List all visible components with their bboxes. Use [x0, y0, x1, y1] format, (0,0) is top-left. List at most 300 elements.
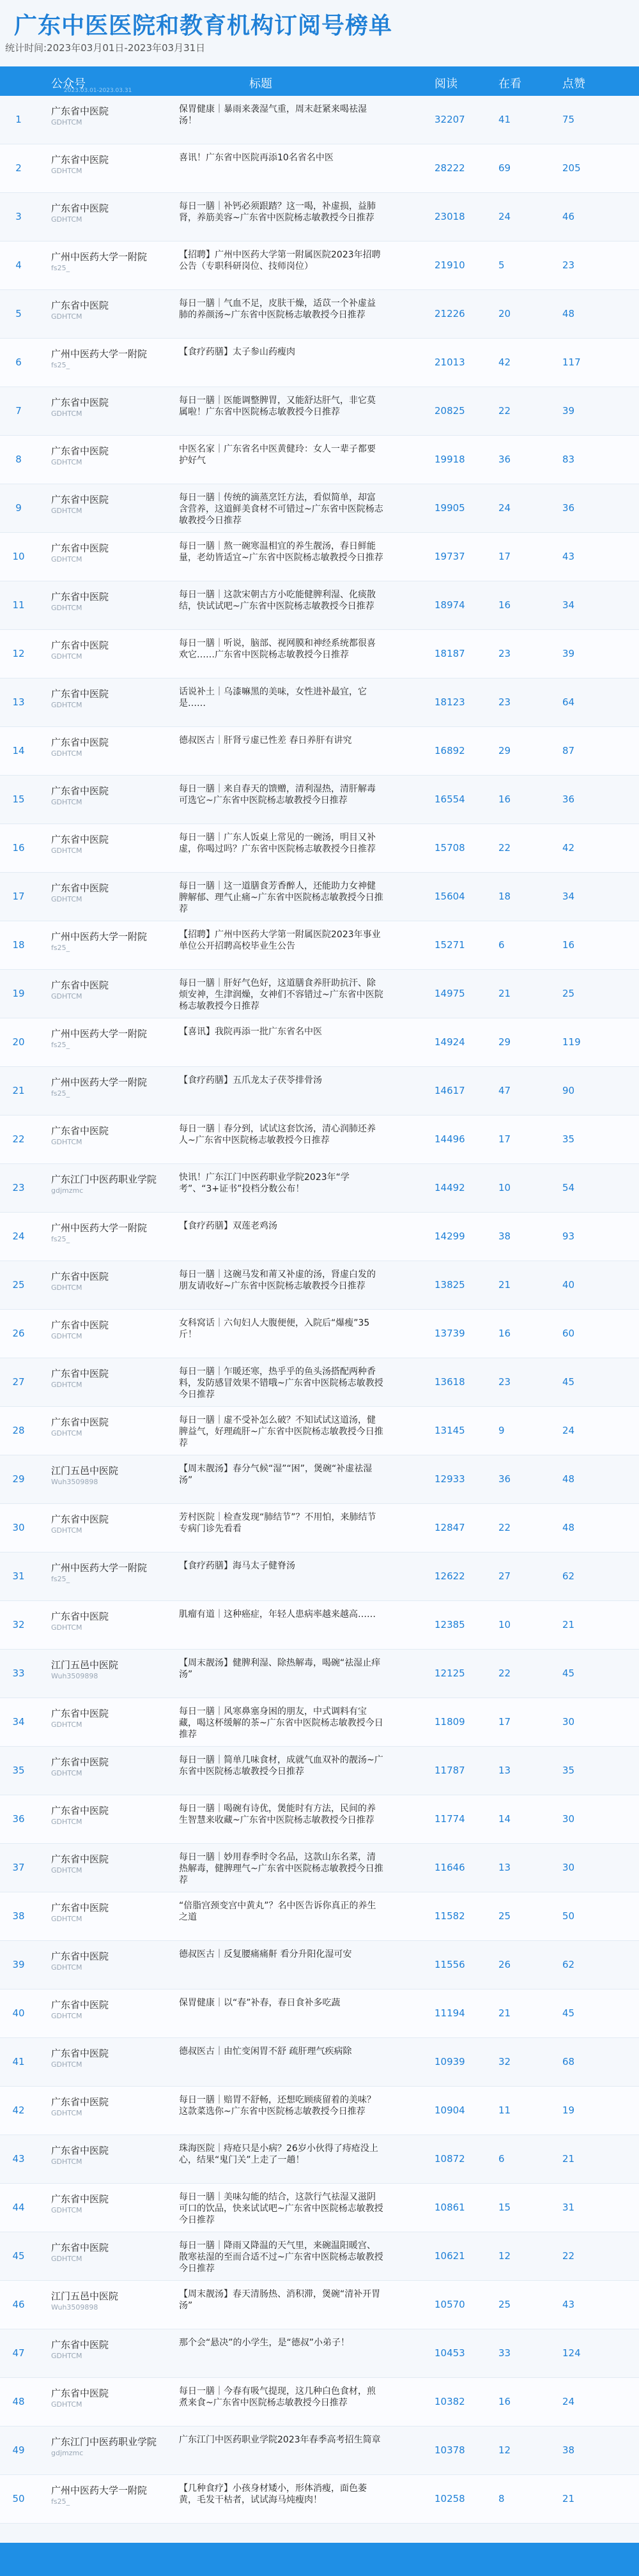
read-count: 32207 [435, 114, 465, 125]
table-row[interactable] [0, 533, 639, 581]
account-id: GDHTCM [51, 2109, 82, 2117]
table-row[interactable] [0, 630, 639, 678]
looking-count: 27 [498, 1570, 511, 1582]
article-title[interactable]: 每日一膳｜今春有吸气提现，这几种白色食材，煎煮来食~广东省中医院杨志敏教授今日推荐 [179, 2386, 376, 2408]
article-title[interactable]: 肌瘤有道｜这种癌症，年轻人患病率越来越高…… [179, 1609, 376, 1620]
rank-number: 40 [12, 2007, 25, 2019]
account-name: 广东省中医院 [51, 2048, 109, 2059]
account-name: 广州中医药大学一附院 [51, 931, 148, 942]
article-title[interactable]: 【招聘】广州中医药大学第一附属医院2023年招聘公告（专职科研岗位、技师岗位） [179, 250, 381, 272]
read-count: 12622 [435, 1570, 465, 1582]
table-row[interactable] [0, 1650, 639, 1698]
account-id: GDHTCM [51, 992, 82, 1000]
like-count: 119 [562, 1036, 581, 1048]
account-cell [51, 542, 179, 565]
article-title[interactable]: 【食疗药膳】海马太子健脊汤 [179, 1561, 295, 1571]
account-id: fs25_ [51, 264, 70, 272]
table-row[interactable] [0, 727, 639, 776]
article-title[interactable]: 每日一膳｜医能调整脾胃，又能舒达肝气，非它莫属啦！广东省中医院杨志敏教授今日推荐 [179, 395, 376, 417]
table-row[interactable] [0, 2135, 639, 2184]
account-name: 广东省中医院 [51, 1756, 109, 1768]
article-title[interactable]: 每日一膳｜喝碗有诗优，煲能时有方法，民间的养生智慧来收藏~广东省中医院杨志敏教授今日推荐 [179, 1804, 376, 1825]
account-id: GDHTCM [51, 1138, 82, 1146]
account-name: 广东省中医院 [51, 979, 109, 991]
looking-count: 14 [498, 1813, 511, 1825]
account-id: GDHTCM [51, 312, 82, 321]
rank-number: 21 [12, 1085, 25, 1096]
account-id: fs25_ [51, 1041, 70, 1049]
looking-count: 21 [498, 1279, 511, 1291]
read-count: 21910 [435, 259, 465, 271]
article-title[interactable]: 每日一膳｜降雨又降温的天气里，来碗温阳暖宫、散寒祛湿的至而合适不过~广东省中医院杨志敏教授今日推荐 [179, 2241, 383, 2274]
read-count: 10570 [435, 2299, 465, 2310]
account-id: fs25_ [51, 1575, 70, 1583]
account-name: 广州中医药大学一附院 [51, 1222, 148, 1234]
account-id: GDHTCM [51, 2158, 82, 2166]
like-count: 48 [562, 1522, 575, 1533]
table-row[interactable] [0, 387, 639, 436]
looking-count: 11 [498, 2104, 511, 2116]
looking-count: 32 [498, 2056, 511, 2067]
like-count: 87 [562, 745, 575, 756]
table-row[interactable] [0, 2475, 639, 2524]
account-cell [51, 1561, 179, 1584]
looking-count: 16 [498, 599, 511, 611]
header-likes: 点赞 [562, 77, 585, 91]
account-id: GDHTCM [51, 1429, 82, 1438]
article-title[interactable]: 话说补土｜乌漆嘛黑的美味，女性进补最宜，它是…… [179, 687, 367, 709]
table-row[interactable] [0, 873, 639, 921]
account-name: 广东省中医院 [51, 2339, 109, 2350]
table-row[interactable] [0, 1747, 639, 1795]
article-title[interactable]: 德叔医古｜反复腰痛痛鼾 看分升阳化湿可安 [179, 1949, 352, 1959]
table-row[interactable] [0, 2426, 639, 2475]
looking-count: 6 [498, 2153, 505, 2165]
account-id: GDHTCM [51, 118, 82, 126]
looking-count: 24 [498, 502, 511, 514]
article-title[interactable]: 每日一膳｜赔胃不舒畅，还想吃顾痰留着的美味？这款菜选你~广东省中医院杨志敏教授今日推荐 [179, 2095, 376, 2117]
rank-number: 41 [12, 2056, 25, 2067]
article-title[interactable]: 每日一膳｜肝好气色好，这道膳食养肝助抗汗、除烦安神，生津润燥，女神们不容错过~广东省中医院杨志敏教授今日推荐 [179, 978, 383, 1011]
table-row[interactable] [0, 1504, 639, 1552]
rank-number: 26 [12, 1328, 25, 1339]
looking-count: 33 [498, 2347, 511, 2359]
like-count: 30 [562, 1716, 575, 1728]
article-title[interactable]: 每日一膳｜来自春天的馈赠，清利湿热，清肝解毒可选它~广东省中医院杨志敏教授今日推荐 [179, 784, 376, 806]
account-cell [51, 1124, 179, 1147]
account-name: 广东省中医院 [51, 785, 109, 797]
read-count: 20825 [435, 405, 465, 417]
account-cell [51, 639, 179, 662]
read-count: 11582 [435, 1910, 465, 1922]
article-title[interactable]: 【食疗药膳】五爪龙太子茯苓排骨汤 [179, 1075, 322, 1085]
table-row[interactable] [0, 1164, 639, 1213]
table-row[interactable] [0, 970, 639, 1018]
account-id: fs25_ [51, 1089, 70, 1098]
table-row[interactable] [0, 484, 639, 533]
title-area [0, 0, 639, 38]
read-count: 12933 [435, 1473, 465, 1485]
account-cell [51, 1853, 179, 1876]
looking-count: 5 [498, 259, 505, 271]
rank-number: 28 [12, 1425, 25, 1436]
article-title[interactable]: 那个会“悬决”的小学生，是“德叔”小弟子！ [179, 2338, 350, 2348]
account-cell [51, 1367, 179, 1390]
like-count: 16 [562, 939, 575, 951]
header-looking: 在看 [498, 77, 521, 91]
account-name: 广州中医药大学一附院 [51, 2485, 148, 2496]
article-title[interactable]: 每日一膳｜简单几味食材，成就气血双补的靓汤~广东省中医院杨志敏教授今日推荐 [179, 1755, 383, 1777]
read-count: 12125 [435, 1667, 465, 1679]
account-cell [51, 1610, 179, 1633]
read-count: 10904 [435, 2104, 465, 2116]
article-title[interactable]: 【几种食疗】小孩身材矮小，形体消瘦，面色萎黄，毛发干枯者，试试海马炖瘦肉！ [179, 2483, 367, 2505]
like-count: 45 [562, 1376, 575, 1388]
account-id: GDHTCM [51, 1818, 82, 1826]
table-row[interactable] [0, 436, 639, 484]
account-name: 广东省中医院 [51, 203, 109, 214]
rank-number: 8 [15, 454, 22, 465]
table-row[interactable] [0, 193, 639, 241]
account-name: 广东省中医院 [51, 542, 109, 554]
account-cell [51, 1513, 179, 1536]
looking-count: 29 [498, 1036, 511, 1048]
table-row[interactable] [0, 776, 639, 824]
read-count: 13739 [435, 1328, 465, 1339]
like-count: 36 [562, 793, 575, 805]
table-row[interactable] [0, 2232, 639, 2281]
read-count: 21013 [435, 356, 465, 368]
table-row[interactable] [0, 1892, 639, 1941]
account-name: 江门五邑中医院 [51, 1465, 119, 1476]
like-count: 21 [562, 2153, 575, 2165]
account-id: GDHTCM [51, 2206, 82, 2214]
account-cell [51, 1270, 179, 1293]
account-cell [51, 1804, 179, 1827]
account-cell [51, 2144, 179, 2167]
table-row[interactable] [0, 1601, 639, 1650]
like-count: 60 [562, 1328, 575, 1339]
article-title[interactable]: 喜讯！广东省中医院再添10名省名中医 [179, 153, 334, 163]
article-title[interactable]: 【招聘】广州中医药大学第一附属医院2023年事业单位公开招聘高校毕业生公告 [179, 930, 381, 951]
article-title[interactable]: 每日一膳｜熬一碗寒温相宜的养生靓汤，春日鲜能量，老幼皆适宜~广东省中医院杨志敏教授今日推荐 [179, 541, 383, 563]
account-name: 江门五邑中医院 [51, 2290, 119, 2302]
rank-number: 38 [12, 1910, 25, 1922]
table-row[interactable] [0, 2087, 639, 2135]
article-title[interactable]: 每日一膳｜传统的滴蒸烹饪方法，看似简单，却富含营养，这道鲜美食材不可错过~广东省中医院杨志敏教授今日推荐 [179, 493, 383, 526]
account-cell [51, 396, 179, 419]
article-title[interactable]: 【周末靓汤】健脾利湿、除热解毒，喝碗“祛湿止痒汤” [179, 1658, 381, 1680]
article-title[interactable]: 每日一膳｜春分到，试试这套饮汤，清心润肺还养人~广东省中医院杨志敏教授今日推荐 [179, 1124, 376, 1146]
account-name: 广东省中医院 [51, 1902, 109, 1913]
account-name: 广州中医药大学一附院 [51, 1077, 148, 1088]
table-row[interactable] [0, 144, 639, 193]
rank-number: 17 [12, 891, 25, 902]
account-cell [51, 2193, 179, 2216]
article-title[interactable]: 【周末靓汤】春天清肠热、消积滞，煲碗“清补开胃汤” [179, 2289, 381, 2311]
like-count: 42 [562, 842, 575, 854]
account-name: 广东省中医院 [51, 1319, 109, 1331]
table-row[interactable] [0, 1552, 639, 1601]
looking-count: 16 [498, 2396, 511, 2407]
table-row[interactable] [0, 1795, 639, 1844]
account-cell [51, 299, 179, 322]
looking-count: 10 [498, 1182, 511, 1193]
header-watermark: 2023.03.01-2023.03.31 [64, 88, 132, 94]
like-count: 205 [562, 162, 581, 174]
account-name: 广东省中医院 [51, 154, 109, 165]
account-cell [51, 2435, 179, 2458]
read-count: 12847 [435, 1522, 465, 1533]
table-row[interactable] [0, 581, 639, 630]
looking-count: 12 [498, 2444, 511, 2456]
account-cell [51, 202, 179, 225]
looking-count: 22 [498, 842, 511, 854]
article-title[interactable]: “倍脂宫颈变宫中黄丸”？名中医告诉你真正的养生之道 [179, 1901, 376, 1922]
like-count: 75 [562, 114, 575, 125]
account-cell [51, 1416, 179, 1439]
looking-count: 22 [498, 405, 511, 417]
table-row[interactable] [0, 1116, 639, 1164]
article-title[interactable]: 每日一膳｜虚不受补怎么破？不知试试这道汤，健脾益气，好理疏肝~广东省中医院杨志敏教授今日推荐 [179, 1415, 383, 1448]
account-name: 广东省中医院 [51, 2388, 109, 2399]
article-title[interactable]: 每日一膳｜补钙必须跟踏？这一喝，补虚损，益肺肾，养筋美容~广东省中医院杨志敏教授今日推荐 [179, 201, 376, 223]
article-title[interactable]: 广东江门中医药职业学院2023年春季高考招生简章 [179, 2435, 381, 2445]
table-row[interactable] [0, 1407, 639, 1455]
article-title[interactable]: 快讯！广东江门中医药职业学院2023年“学考”、“3+证书”投档分数公布！ [179, 1172, 350, 1194]
article-title[interactable]: 女科窝话｜六旬妇人大腹便便，入院后“爆瘦”35斤！ [179, 1318, 370, 1340]
read-count: 11646 [435, 1862, 465, 1873]
looking-count: 22 [498, 1522, 511, 1533]
account-name: 广东省中医院 [51, 105, 109, 117]
rank-number: 45 [12, 2250, 25, 2262]
read-count: 13145 [435, 1425, 465, 1436]
read-count: 11774 [435, 1813, 465, 1825]
looking-count: 10 [498, 1619, 511, 1630]
account-id: GDHTCM [51, 167, 82, 175]
looking-count: 23 [498, 648, 511, 659]
account-cell [51, 736, 179, 759]
read-count: 21226 [435, 308, 465, 319]
like-count: 45 [562, 2007, 575, 2019]
account-id: Wuh3509898 [51, 1672, 98, 1680]
like-count: 117 [562, 356, 581, 368]
looking-count: 24 [498, 211, 511, 222]
table-row[interactable] [0, 824, 639, 873]
account-id: GDHTCM [51, 458, 82, 466]
table-row[interactable] [0, 241, 639, 290]
table-row[interactable] [0, 339, 639, 387]
looking-count: 29 [498, 745, 511, 756]
table-row[interactable] [0, 1261, 639, 1310]
table-row[interactable] [0, 2281, 639, 2329]
account-cell [51, 1076, 179, 1099]
rank-number: 14 [12, 745, 25, 756]
rank-number: 9 [15, 502, 22, 514]
account-name: 广东省中医院 [51, 1999, 109, 2011]
like-count: 90 [562, 1085, 575, 1096]
account-name: 广东省中医院 [51, 445, 109, 457]
article-title[interactable]: 【周末靓汤】春分气候“湿”“困”，煲碗“补虚祛湿汤” [179, 1464, 373, 1485]
account-cell [51, 785, 179, 808]
account-name: 广东省中医院 [51, 640, 109, 651]
rank-number: 36 [12, 1813, 25, 1825]
like-count: 124 [562, 2347, 581, 2359]
rank-number: 35 [12, 1765, 25, 1776]
like-count: 31 [562, 2202, 575, 2213]
article-title[interactable]: 每日一膳｜气血不足，皮肤干燥，适苡一个补虚益肺的养颜汤~广东省中医院杨志敏教授今日推荐 [179, 298, 376, 320]
account-name: 广州中医药大学一附院 [51, 251, 148, 263]
read-count: 10621 [435, 2250, 465, 2262]
like-count: 40 [562, 1279, 575, 1291]
article-title[interactable]: 【食疗药膳】双莲老鸡汤 [179, 1221, 277, 1231]
account-id: GDHTCM [51, 1963, 82, 1972]
table-header [0, 66, 639, 96]
looking-count: 26 [498, 1959, 511, 1970]
table-row[interactable] [0, 1698, 639, 1747]
looking-count: 25 [498, 1910, 511, 1922]
account-id: fs25_ [51, 2497, 70, 2506]
account-name: 广州中医药大学一附院 [51, 1562, 148, 1574]
read-count: 19918 [435, 454, 465, 465]
table-row[interactable] [0, 678, 639, 727]
account-cell [51, 1464, 179, 1487]
account-id: GDHTCM [51, 2352, 82, 2360]
table-row[interactable] [0, 290, 639, 339]
article-title[interactable]: 每日一膳｜妙用春季时令名品，这款山东名菜，清热解毒，健脾理气~广东省中医院杨志敏教授今日推荐 [179, 1852, 383, 1885]
article-title[interactable]: 每日一膳｜乍暖还寒，热乎乎的鱼头汤搭配两种香料，发防感冒效果不错哦~广东省中医院杨志敏教授今日推荐 [179, 1367, 383, 1400]
looking-count: 42 [498, 356, 511, 368]
rank-number: 48 [12, 2396, 25, 2407]
account-id: GDHTCM [51, 1623, 82, 1632]
table-row[interactable] [0, 2038, 639, 2087]
account-cell [51, 105, 179, 128]
table-row[interactable] [0, 2184, 639, 2232]
table-row[interactable] [0, 1358, 639, 1407]
read-count: 10872 [435, 2153, 465, 2165]
rank-number: 7 [15, 405, 22, 417]
like-count: 19 [562, 2104, 575, 2116]
table-row[interactable] [0, 921, 639, 970]
like-count: 43 [562, 551, 575, 562]
article-title[interactable]: 每日一膳｜风寒鼻塞身困的朋友，中式调料有宝藏，喝这杯缓解的茶~广东省中医院杨志敏教授今日推荐 [179, 1706, 383, 1740]
account-id: GDHTCM [51, 1915, 82, 1923]
table-row[interactable] [0, 1310, 639, 1358]
read-count: 10939 [435, 2056, 465, 2067]
read-count: 13618 [435, 1376, 465, 1388]
like-count: 62 [562, 1570, 575, 1582]
article-title[interactable]: 每日一膳｜广东人饭桌上常见的一碗汤，明目又补虚，你喝过吗？广东省中医院杨志敏教授今日推荐 [179, 832, 376, 854]
account-id: GDHTCM [51, 2060, 82, 2069]
read-count: 18123 [435, 696, 465, 708]
like-count: 39 [562, 405, 575, 417]
account-cell [51, 493, 179, 516]
table-row[interactable] [0, 96, 639, 144]
table-row[interactable] [0, 1989, 639, 2038]
account-cell [51, 2338, 179, 2361]
rank-number: 50 [12, 2493, 25, 2504]
account-name: 广州中医药大学一附院 [51, 1028, 148, 1039]
article-title[interactable]: 中医名家｜广东省名中医黄健玲：女人一辈子都要护好气 [179, 444, 376, 466]
article-title[interactable]: 每日一膳｜这碗马发和莆又补虚的汤，肾虚白发的朋友请收好~广东省中医院杨志敏教授今日推荐 [179, 1269, 376, 1291]
article-title[interactable]: 每日一膳｜这一道膳食芳香醉人，还能助力女神健脾解郁、理气止痛~广东省中医院杨志敏教授今日推荐 [179, 881, 383, 914]
rank-number: 19 [12, 988, 25, 999]
looking-count: 18 [498, 891, 511, 902]
table-row[interactable] [0, 1067, 639, 1116]
rank-number: 22 [12, 1133, 25, 1145]
header-account: 公众号 [51, 77, 86, 91]
page-title: 广东中医医院和教育机构订阅号榜单 [14, 13, 393, 39]
looking-count: 36 [498, 1473, 511, 1485]
account-id: GDHTCM [51, 1769, 82, 1777]
account-cell [51, 153, 179, 176]
account-id: GDHTCM [51, 1721, 82, 1729]
table-row[interactable] [0, 1455, 639, 1504]
account-name: 广东省中医院 [51, 1368, 109, 1379]
article-title[interactable]: 每日一膳｜这款宋朝古方小吃能健脾利湿、化痰散结，快试试吧~广东省中医院杨志敏教授今日推荐 [179, 590, 376, 611]
like-count: 68 [562, 2056, 575, 2067]
looking-count: 20 [498, 308, 511, 319]
article-title[interactable]: 【喜讯】我院再添一批广东省名中医 [179, 1027, 322, 1037]
account-cell [51, 2241, 179, 2264]
read-count: 16554 [435, 793, 465, 805]
header-title: 标题 [249, 77, 272, 91]
rank-number: 37 [12, 1862, 25, 1873]
table-row[interactable] [0, 2378, 639, 2426]
table-row[interactable] [0, 1941, 639, 1989]
article-title[interactable]: 德叔医古｜由忙变闲胃不舒 疏肝理气疾病除 [179, 2046, 352, 2057]
table-row[interactable] [0, 1018, 639, 1067]
article-title[interactable]: 珠海医院｜痔疮只是小病？26岁小伙得了痔疮没上心，结果“鬼门关”上走了一趟！ [179, 2143, 378, 2165]
read-count: 14975 [435, 988, 465, 999]
account-name: 广东省中医院 [51, 1853, 109, 1865]
looking-count: 8 [498, 2493, 505, 2504]
read-count: 11556 [435, 1959, 465, 1970]
account-cell [51, 1950, 179, 1973]
account-id: GDHTCM [51, 1332, 82, 1340]
rank-number: 29 [12, 1473, 25, 1485]
article-title[interactable]: 芳村医院｜检查发现“肺结节”？不用怕，来肺结节专病门诊先看看 [179, 1512, 376, 1534]
looking-count: 13 [498, 1765, 511, 1776]
article-title[interactable]: 保胃健康｜以“春”补春，春日食补多吃蔬 [179, 1998, 341, 2008]
like-count: 50 [562, 1910, 575, 1922]
table-row[interactable] [0, 1213, 639, 1261]
like-count: 43 [562, 2299, 575, 2310]
account-id: GDHTCM [51, 1526, 82, 1535]
article-title[interactable]: 每日一膳｜听说，脑部、视网膜和神经系统都很喜欢它……广东省中医院杨志敏教授今日推荐 [179, 638, 376, 660]
article-title[interactable]: 德叔医古｜肝肾亏虚已性差 春日养肝有讲究 [179, 735, 352, 746]
footer-bar [0, 2543, 639, 2576]
account-cell [51, 979, 179, 1002]
table-row[interactable] [0, 1844, 639, 1892]
account-name: 广东省中医院 [51, 397, 109, 408]
table-row[interactable] [0, 2329, 639, 2378]
like-count: 62 [562, 1959, 575, 1970]
date-range: 统计时间:2023年03月01日-2023年03月31日 [5, 42, 206, 54]
read-count: 18187 [435, 648, 465, 659]
read-count: 28222 [435, 162, 465, 174]
account-name: 广东省中医院 [51, 591, 109, 602]
looking-count: 9 [498, 1425, 505, 1436]
rank-number: 11 [12, 599, 25, 611]
rank-number: 23 [12, 1182, 25, 1193]
account-name: 广东省中医院 [51, 494, 109, 505]
article-title[interactable]: 【食疗药膳】太子参山药瘦肉 [179, 347, 295, 357]
account-cell [51, 833, 179, 856]
read-count: 15271 [435, 939, 465, 951]
article-title[interactable]: 每日一膳｜美味勾能的结合，这款行气祛湿又滋阴可口的饮品，快来试试吧~广东省中医院杨志敏教授今日推荐 [179, 2192, 383, 2225]
article-title[interactable]: 保胃健康｜暴雨来袭湿气重，周末赶紧来喝祛湿汤！ [179, 104, 367, 126]
